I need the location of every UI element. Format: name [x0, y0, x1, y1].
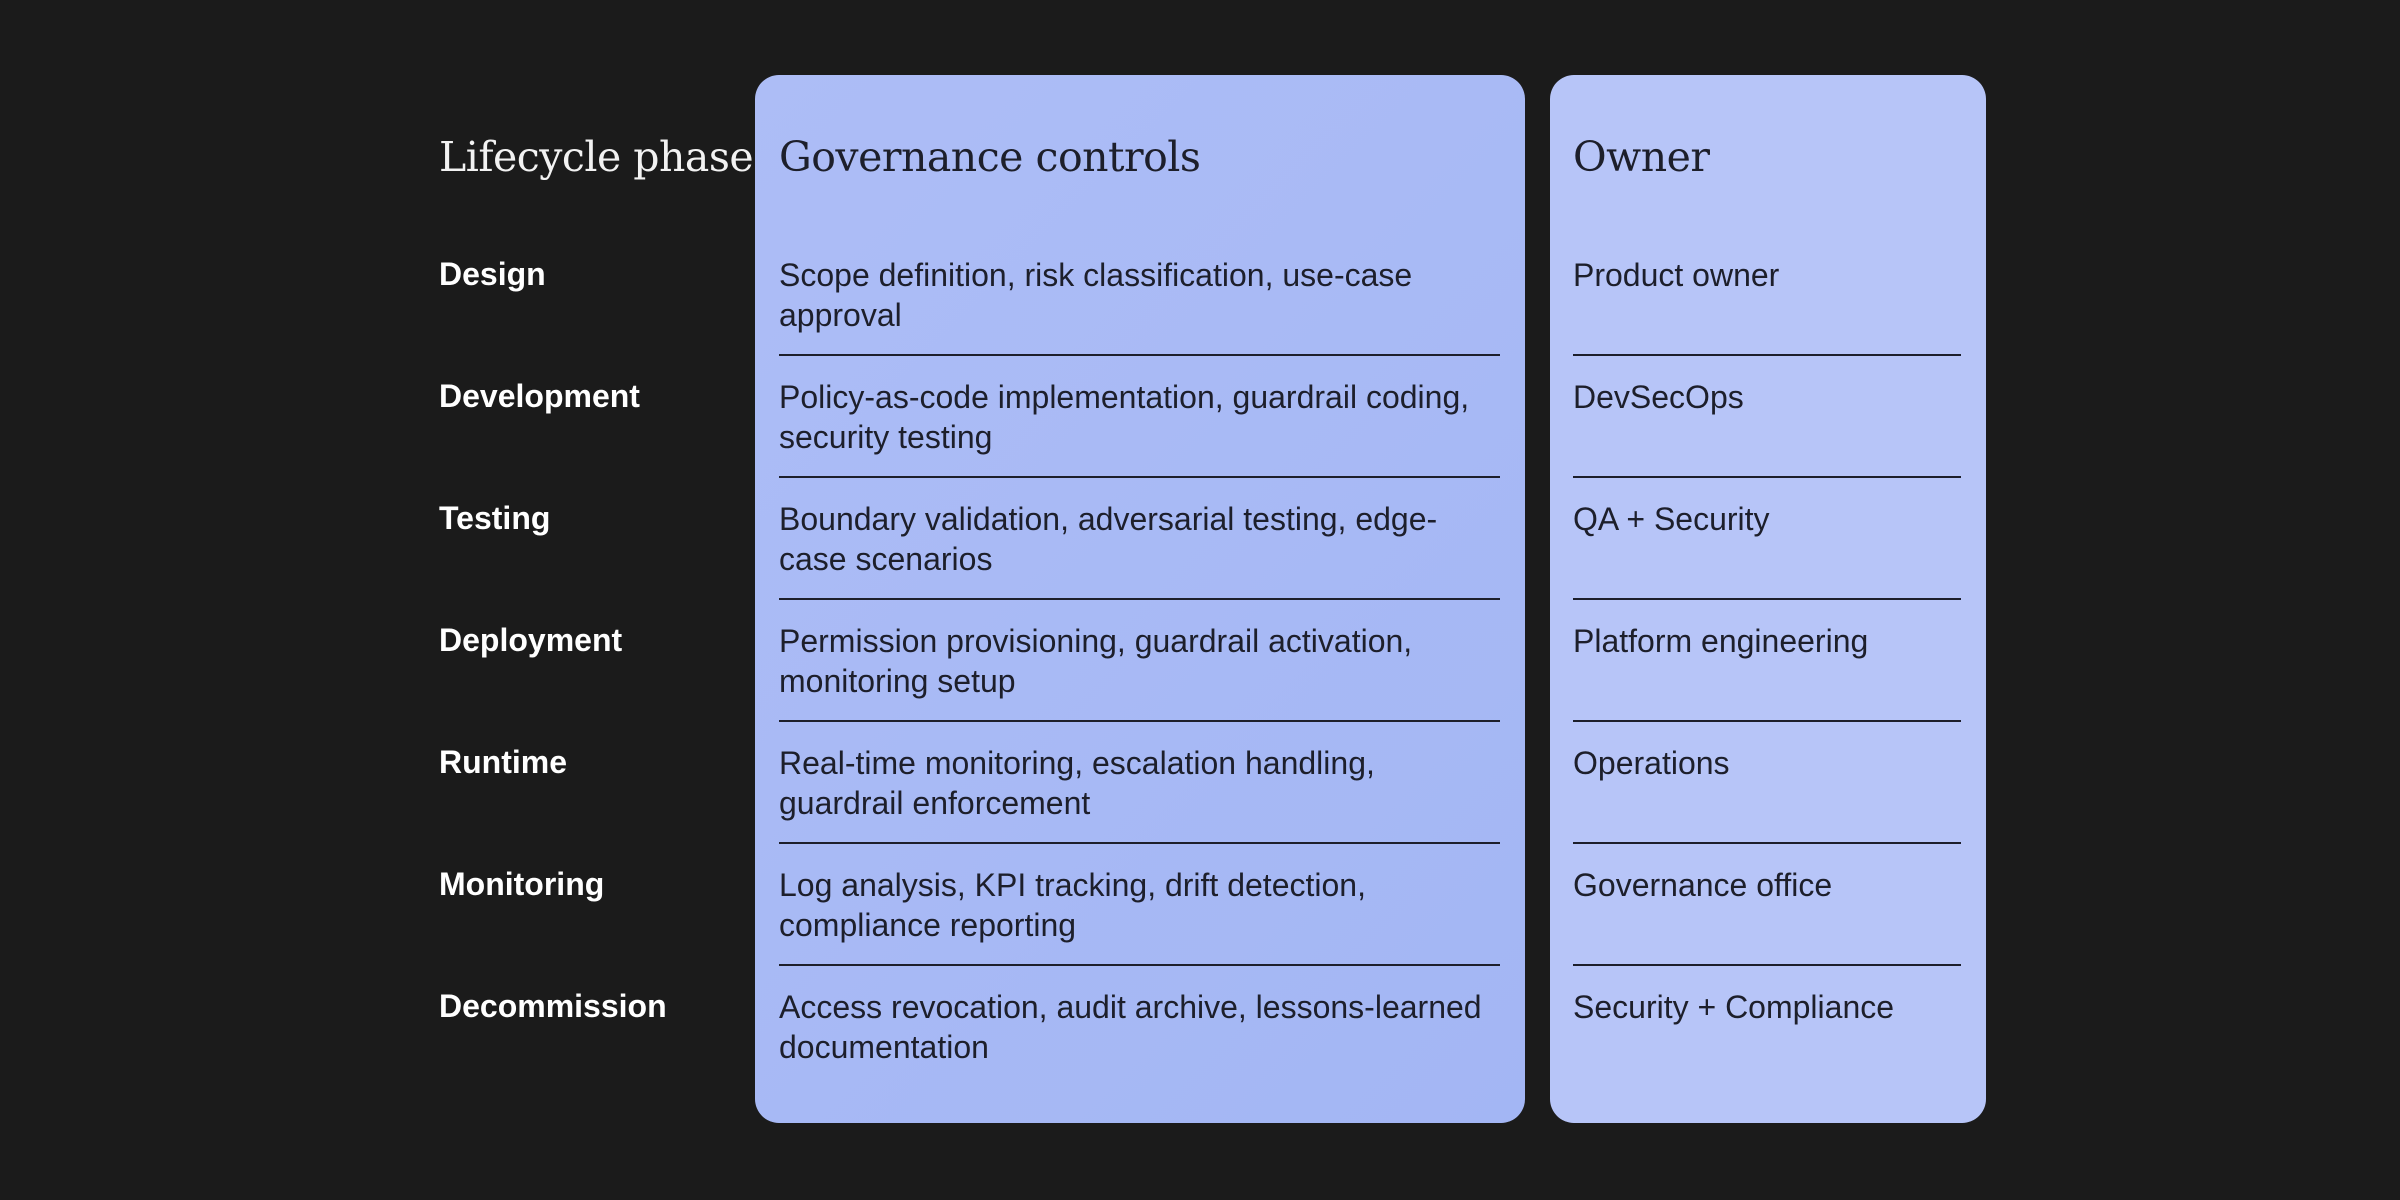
controls-development: Policy-as-code implementation, guardrail coding, security testing: [779, 379, 1470, 455]
header-lifecycle-phase: Lifecycle phase: [439, 133, 754, 181]
phase-development: Development: [439, 378, 640, 414]
header-owner: Owner: [1573, 133, 1710, 181]
row-divider: [779, 842, 1500, 844]
owner-monitoring: Governance office: [1573, 867, 1833, 903]
row-divider: [779, 720, 1500, 722]
controls-deployment: Permission provisioning, guardrail activation, monitoring setup: [779, 623, 1413, 699]
phase-testing: Testing: [439, 500, 551, 536]
controls-testing: Boundary validation, adversarial testing, edge-case scenarios: [779, 501, 1438, 577]
owner-design: Product owner: [1573, 257, 1780, 293]
phase-deployment: Deployment: [439, 622, 623, 658]
row-divider: [779, 598, 1500, 600]
row-divider: [1573, 354, 1961, 356]
row-divider: [779, 476, 1500, 478]
row-divider: [1573, 720, 1961, 722]
row-divider: [779, 964, 1500, 966]
row-divider: [1573, 476, 1961, 478]
controls-design: Scope definition, risk classification, use-case approval: [779, 257, 1413, 333]
owner-runtime: Operations: [1573, 745, 1730, 781]
row-divider: [1573, 964, 1961, 966]
owner-development: DevSecOps: [1573, 379, 1744, 415]
phase-decommission: Decommission: [439, 988, 667, 1024]
phase-runtime: Runtime: [439, 744, 567, 780]
owner-decommission: Security + Compliance: [1573, 989, 1895, 1025]
phase-monitoring: Monitoring: [439, 866, 605, 902]
owner-deployment: Platform engineering: [1573, 623, 1869, 659]
controls-monitoring: Log analysis, KPI tracking, drift detection, compliance reporting: [779, 867, 1366, 943]
controls-decommission: Access revocation, audit archive, lessons-learned documentation: [779, 989, 1482, 1065]
row-divider: [779, 354, 1500, 356]
controls-runtime: Real-time monitoring, escalation handling, guardrail enforcement: [779, 745, 1375, 821]
row-divider: [1573, 842, 1961, 844]
row-divider: [1573, 598, 1961, 600]
phase-design: Design: [439, 256, 546, 292]
header-governance-controls: Governance controls: [779, 133, 1201, 181]
owner-testing: QA + Security: [1573, 501, 1770, 537]
